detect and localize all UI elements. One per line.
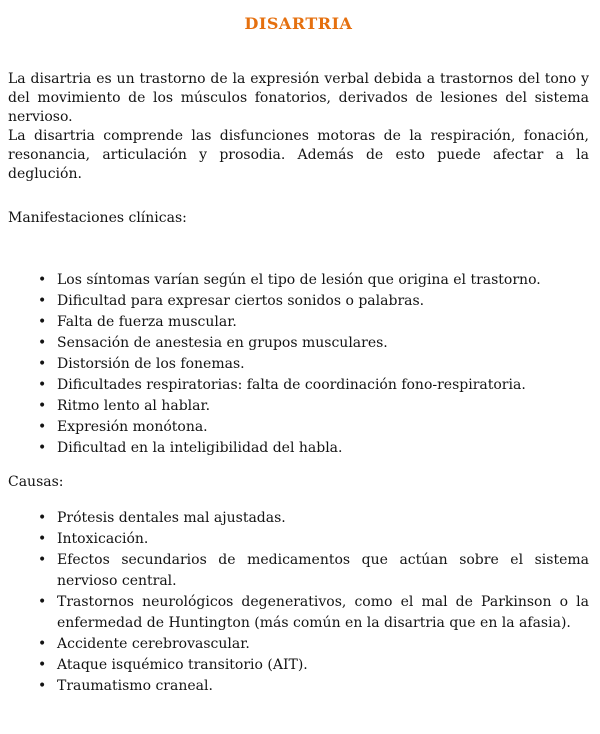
list-item <box>38 592 589 634</box>
list-item <box>38 291 589 312</box>
bullet-icon: • <box>38 377 47 393</box>
bullet-icon: • <box>38 335 47 351</box>
section-heading-causas: Causas: <box>8 474 64 490</box>
causas-list <box>8 508 589 697</box>
list-item <box>38 333 589 354</box>
list-item-text: Falta de fuerza muscular. <box>57 314 237 330</box>
list-item <box>38 375 589 396</box>
list-item-text: Prótesis dentales mal ajustadas. <box>57 510 286 526</box>
list-item-text: Los síntomas varían según el tipo de lesión que origina el trastorno. <box>57 272 541 288</box>
list-item <box>38 270 589 291</box>
bullet-icon: • <box>38 594 47 610</box>
list-item <box>38 634 589 655</box>
list-item-text: Ataque isquémico transitorio (AIT). <box>57 657 308 673</box>
document-page <box>0 14 600 697</box>
list-item <box>38 354 589 375</box>
list-item-text: Dificultad en la inteligibilidad del habla. <box>57 440 343 456</box>
list-item-text: Accidente cerebrovascular. <box>57 636 250 652</box>
list-item-text: Dificultad para expresar ciertos sonidos o palabras. <box>57 293 425 309</box>
bullet-icon: • <box>38 678 47 694</box>
intro-paragraph-2: La disartria comprende las disfunciones motoras de la respiración, fonación, resonancia, articulación y prosodia. Además de esto puede afectar a la deglución. <box>8 128 589 182</box>
list-item <box>38 438 589 459</box>
list-item <box>38 676 589 697</box>
list-item-text: Intoxicación. <box>57 531 149 547</box>
bullet-icon: • <box>38 657 47 673</box>
list-item-text: Ritmo lento al hablar. <box>57 398 211 414</box>
bullet-icon: • <box>38 314 47 330</box>
section-heading-manifestaciones-clinicas: Manifestaciones clínicas: <box>8 210 187 226</box>
list-item <box>38 396 589 417</box>
list-item <box>38 550 589 592</box>
bullet-icon: • <box>38 552 47 568</box>
list-item <box>38 508 589 529</box>
bullet-icon: • <box>38 398 47 414</box>
list-item-text: Expresión monótona. <box>57 419 208 435</box>
intro-paragraph-1: La disartria es un trastorno de la expresión verbal debida a trastornos del tono y del movimiento de los músculos fonatorios, derivados de lesiones del sistema nervioso. <box>8 71 589 125</box>
bullet-icon: • <box>38 419 47 435</box>
list-item <box>38 529 589 550</box>
list-item-text: Traumatismo craneal. <box>57 678 213 694</box>
bullet-icon: • <box>38 272 47 288</box>
list-item <box>38 655 589 676</box>
bullet-icon: • <box>38 636 47 652</box>
bullet-icon: • <box>38 293 47 309</box>
list-item-text: Efectos secundarios de medicamentos que actúan sobre el sistema nervioso central. <box>57 552 589 589</box>
list-item <box>38 417 589 438</box>
document-title: DISARTRIA <box>244 14 353 33</box>
list-item <box>38 312 589 333</box>
list-item-text: Distorsión de los fonemas. <box>57 356 245 372</box>
list-item-text: Trastornos neurológicos degenerativos, como el mal de Parkinson o la enfermedad de Huntington (más común en la disartria que en la afasia). <box>57 594 589 631</box>
bullet-icon: • <box>38 510 47 526</box>
bullet-icon: • <box>38 440 47 456</box>
list-item-text: Sensación de anestesia en grupos musculares. <box>57 335 388 351</box>
bullet-icon: • <box>38 356 47 372</box>
manifestaciones-clinicas-list <box>8 270 589 459</box>
bullet-icon: • <box>38 531 47 547</box>
list-item-text: Dificultades respiratorias: falta de coordinación fono-respiratoria. <box>57 377 526 393</box>
